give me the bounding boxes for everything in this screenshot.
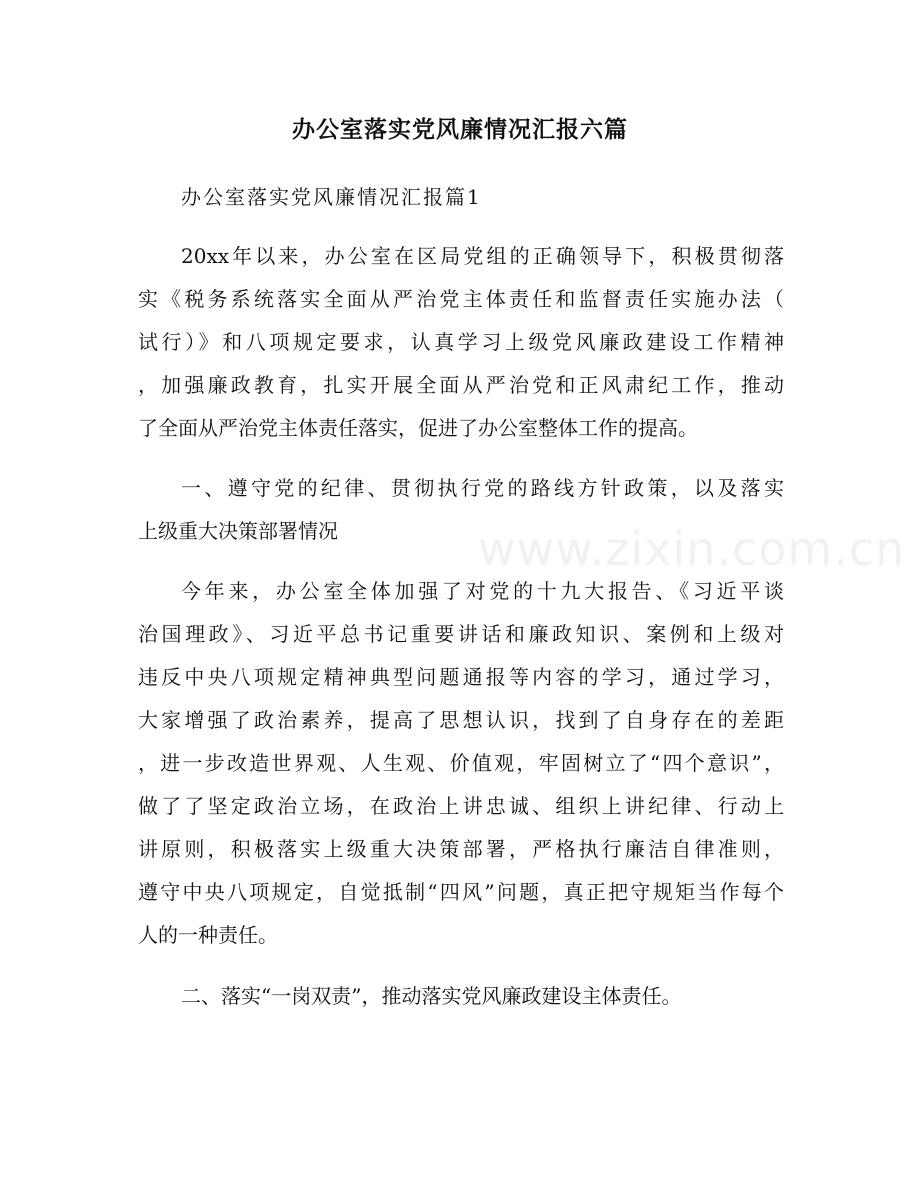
paragraph-3-line-3: 违反中央八项规定精神典型问题通报等内容的学习，通过学习， — [138, 665, 784, 689]
paragraph-1-line-3: 试行）》和八项规定要求，认真学习上级党风廉政建设工作精神 — [138, 330, 784, 354]
paragraph-3-line-9: 人的一种责任。 — [138, 923, 278, 947]
paragraph-1-line-5: 了全面从严治党主体责任落实，促进了办公室整体工作的提高。 — [138, 416, 698, 440]
paragraph-2-line-1: 一、遵守党的纪律、贯彻执行党的路线方针政策，以及落实 — [181, 476, 784, 500]
watermark: www.zixin.com.cn — [478, 522, 906, 576]
paragraph-2-line-2: 上级重大决策部署情况 — [138, 519, 338, 543]
paragraph-1-line-2: 实《税务系统落实全面从严治党主体责任和监督责任实施办法（ — [138, 287, 784, 311]
paragraph-3-line-2: 治国理政》、习近平总书记重要讲话和廉政知识、案例和上级对 — [138, 622, 784, 646]
paragraph-4-line-1: 二、落实“一岗双责”，推动落实党风廉政建设主体责任。 — [181, 984, 682, 1008]
paragraph-3-line-6: 做了了坚定政治立场，在政治上讲忠诚、组织上讲纪律、行动上 — [138, 794, 784, 818]
paragraph-1-line-4: ，加强廉政教育，扎实开展全面从严治党和正风肃纪工作，推动 — [138, 373, 784, 397]
paragraph-3-line-4: 大家增强了政治素养，提高了思想认识，找到了自身存在的差距 — [138, 708, 784, 732]
paragraph-3-line-8: 遵守中央八项规定，自觉抵制“四风”问题，真正把守规矩当作每个 — [138, 880, 784, 904]
paragraph-1-line-1: 20xx年以来，办公室在区局党组的正确领导下，积极贯彻落 — [181, 244, 784, 268]
paragraph-3-line-5: ，进一步改造世界观、人生观、价值观，牢固树立了“四个意识”， — [138, 751, 784, 775]
paragraph-3-line-7: 讲原则，积极落实上级重大决策部署，严格执行廉洁自律准则， — [138, 837, 784, 861]
document-title: 办公室落实党风廉情况汇报六篇 — [292, 117, 628, 143]
section-heading: 办公室落实党风廉情况汇报篇1 — [181, 185, 482, 209]
paragraph-3-line-1: 今年来，办公室全体加强了对党的十九大报告、《习近平谈 — [181, 579, 784, 603]
